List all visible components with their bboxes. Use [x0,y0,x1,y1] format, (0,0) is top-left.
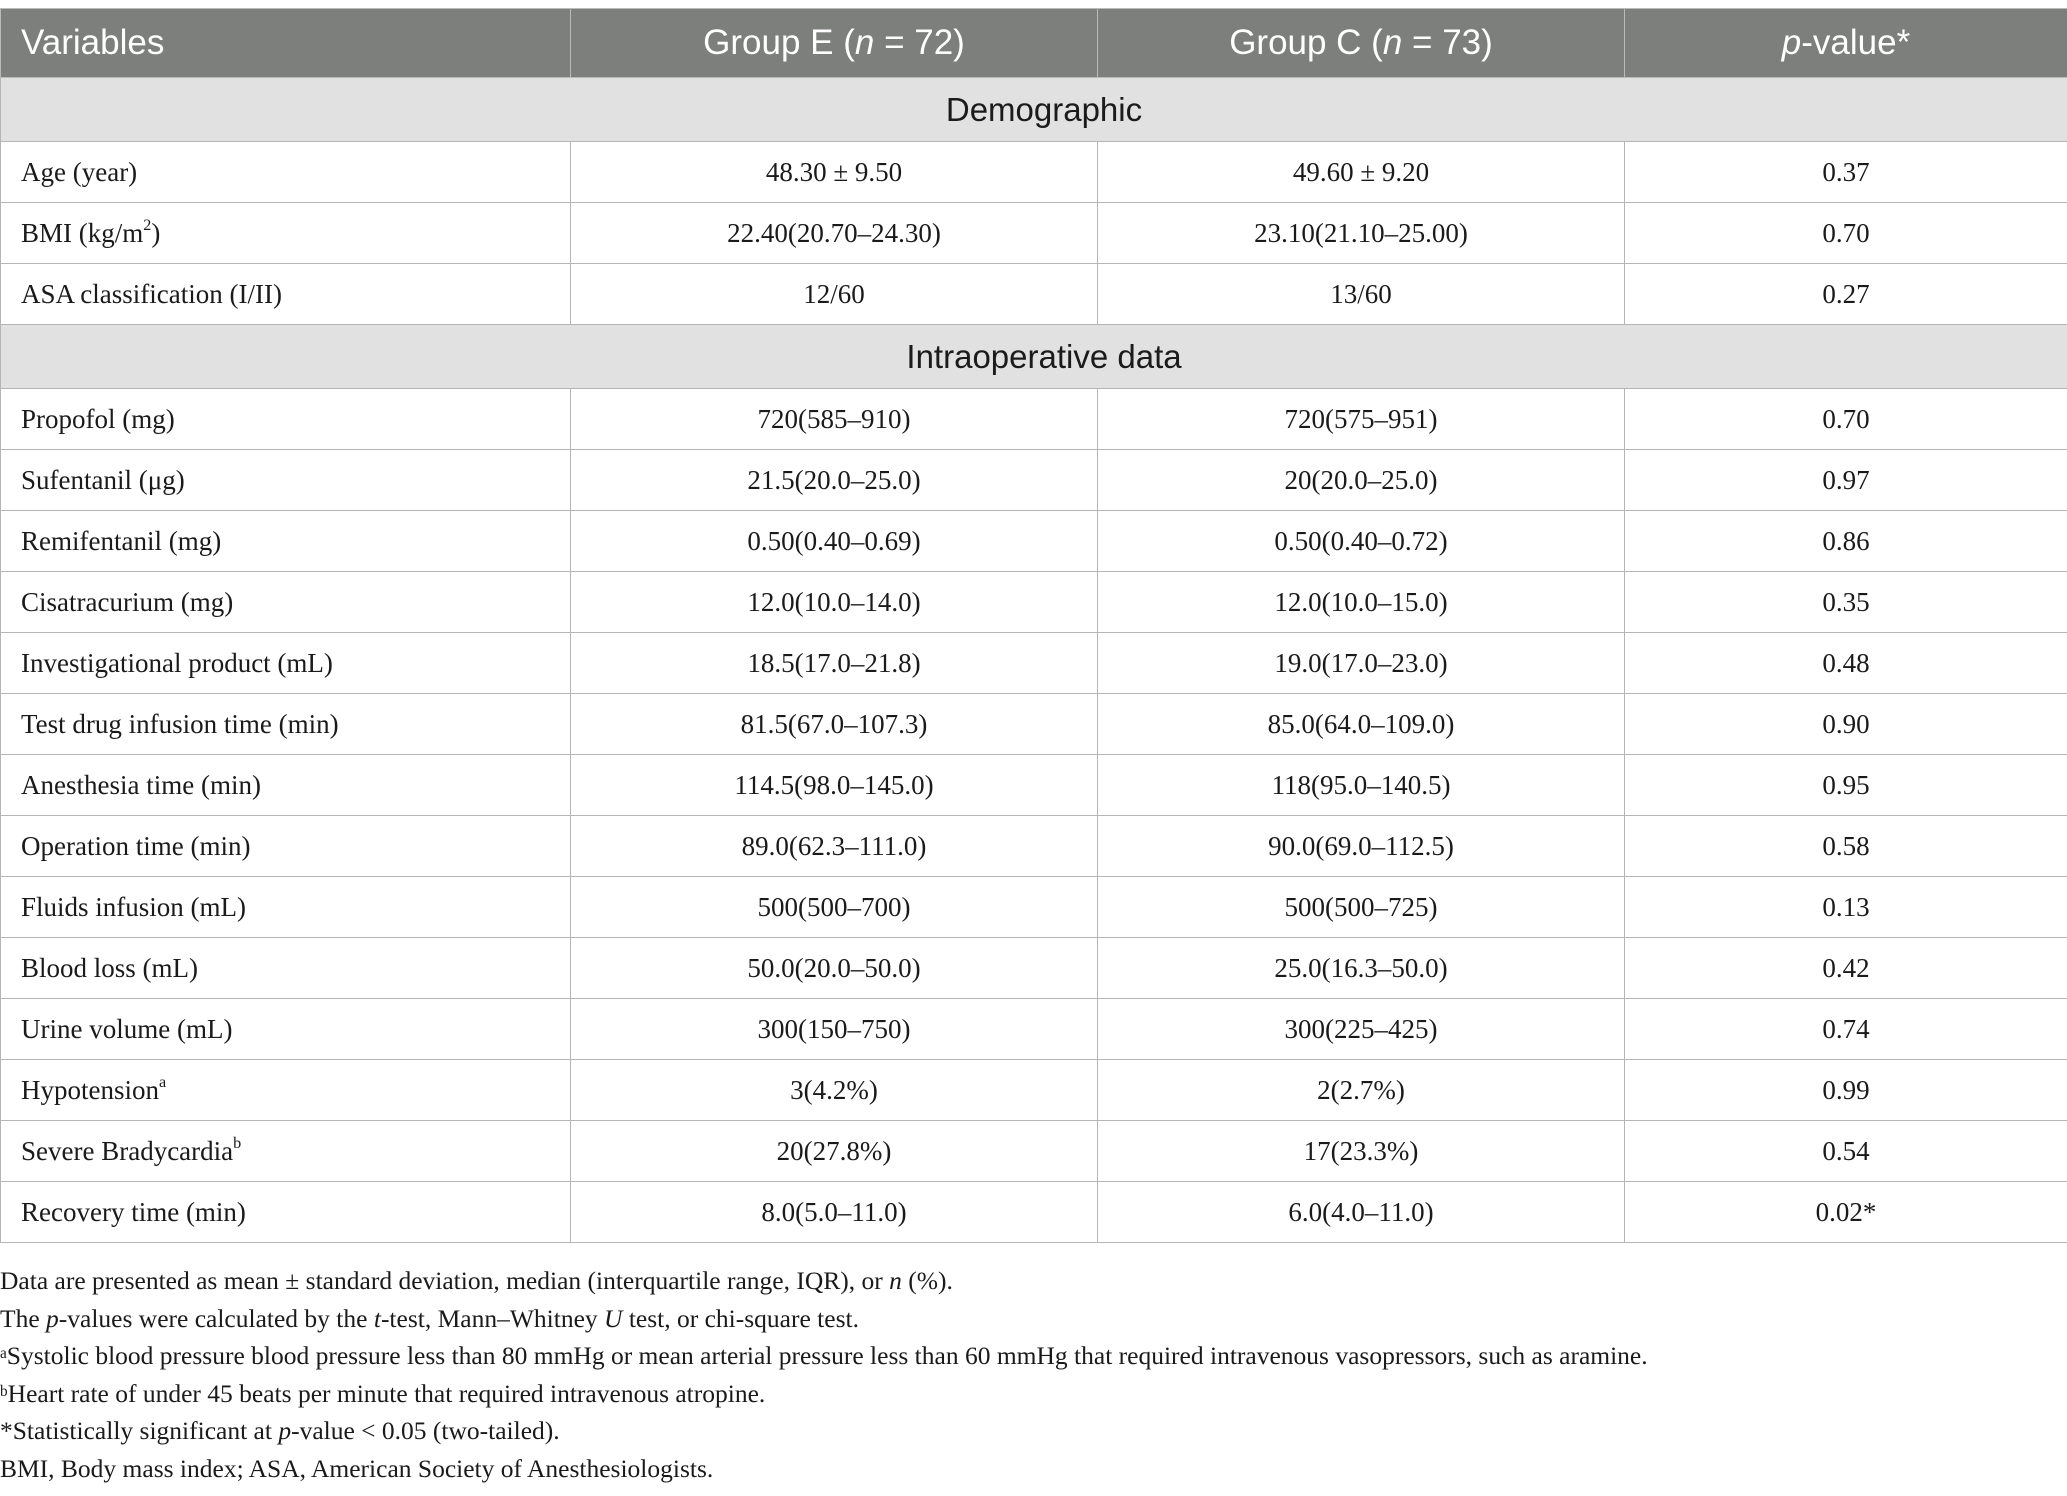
group-e-value: 22.40(20.70–24.30) [571,203,1098,264]
variable-cell [1,450,571,511]
group-c-value: 17(23.3%) [1098,1121,1625,1182]
p-value: 0.02* [1625,1182,2067,1243]
group-c-value: 49.60 ± 9.20 [1098,142,1625,203]
group-e-value: 12/60 [571,264,1098,325]
section-title: Intraoperative data [1,325,2067,389]
header-group-c: Group C (n = 73) [1098,9,1625,78]
group-c-value: 13/60 [1098,264,1625,325]
group-e-value: 89.0(62.3–111.0) [571,816,1098,877]
footnote-significance: *Statistically significant at p-value < 0.05 (two-tailed). [0,1416,560,1445]
group-c-value: 20(20.0–25.0) [1098,450,1625,511]
p-value: 0.27 [1625,264,2067,325]
variable-cell [1,1182,571,1243]
variable-label: Remifentanil (mg) [21,525,222,556]
table-row [1,633,2067,694]
p-value: 0.13 [1625,877,2067,938]
results-table [0,8,2067,1243]
variable-label-suffix: ) [151,217,161,248]
table-row [1,1121,2067,1182]
group-e-value: 21.5(20.0–25.0) [571,450,1098,511]
variable-superscript: a [159,1072,167,1091]
variable-cell [1,389,571,450]
variable-cell [1,877,571,938]
section-row-intraoperative [1,325,2067,389]
header-p-value: p-value* [1625,9,2067,78]
variable-superscript: 2 [143,215,152,234]
group-e-value: 48.30 ± 9.50 [571,142,1098,203]
group-e-value: 114.5(98.0–145.0) [571,755,1098,816]
variable-cell [1,1121,571,1182]
table-row [1,389,2067,450]
variable-cell [1,633,571,694]
variable-label: Severe Bradycardia [21,1135,234,1166]
table-row [1,511,2067,572]
variable-cell [1,694,571,755]
p-value: 0.99 [1625,1060,2067,1121]
header-variables: Variables [1,9,571,78]
group-c-value: 25.0(16.3–50.0) [1098,938,1625,999]
variable-cell [1,938,571,999]
p-value: 0.95 [1625,755,2067,816]
p-value: 0.86 [1625,511,2067,572]
group-c-value: 118(95.0–140.5) [1098,755,1625,816]
p-value: 0.35 [1625,572,2067,633]
group-c-value: 85.0(64.0–109.0) [1098,694,1625,755]
variable-label: Propofol (mg) [21,403,175,434]
group-e-value: 500(500–700) [571,877,1098,938]
table-row [1,694,2067,755]
table-row [1,755,2067,816]
variable-label: Urine volume (mL) [21,1013,233,1044]
section-title: Demographic [1,78,2067,142]
group-c-value: 90.0(69.0–112.5) [1098,816,1625,877]
group-c-value: 6.0(4.0–11.0) [1098,1182,1625,1243]
group-e-value: 18.5(17.0–21.8) [571,633,1098,694]
group-c-value: 12.0(10.0–15.0) [1098,572,1625,633]
table-row [1,142,2067,203]
footnote-a: $^a$Systolic blood pressure blood pressure less than 80 mmHg or mean arterial pressure less than 60 mmHg that required intravenous vasopressors, such as aramine. [0,1341,1648,1370]
variable-cell [1,1060,571,1121]
variable-cell [1,142,571,203]
p-value: 0.90 [1625,694,2067,755]
table-row [1,938,2067,999]
variable-label: Blood loss (mL) [21,952,199,983]
p-value: 0.37 [1625,142,2067,203]
footnote-abbreviations: BMI, Body mass index; ASA, American Society of Anesthesiologists. [0,1453,714,1483]
table-row [1,264,2067,325]
table-row [1,999,2067,1060]
p-value: 0.97 [1625,450,2067,511]
group-e-value: 50.0(20.0–50.0) [571,938,1098,999]
variable-cell [1,511,571,572]
variable-label: BMI (kg/m [21,217,144,248]
variable-cell [1,816,571,877]
table-row [1,1060,2067,1121]
table-footnotes [0,1262,2060,1487]
header-group-e: Group E (n = 72) [571,9,1098,78]
footnote-tests: The p-values were calculated by the t-test, Mann–Whitney U test, or chi-square test. [0,1303,859,1333]
p-value: 0.42 [1625,938,2067,999]
variable-label: Age (year) [21,156,138,187]
group-e-value: 12.0(10.0–14.0) [571,572,1098,633]
variable-label: Investigational product (mL) [21,647,333,678]
variable-cell [1,203,571,264]
group-c-value: 300(225–425) [1098,999,1625,1060]
p-value: 0.54 [1625,1121,2067,1182]
p-value: 0.74 [1625,999,2067,1060]
variable-label: ASA classification (I/II) [21,278,282,309]
group-c-value: 23.10(21.10–25.00) [1098,203,1625,264]
group-c-value: 720(575–951) [1098,389,1625,450]
footnote-data-presentation: Data are presented as mean ± standard deviation, median (interquartile range, IQR), or n (%). [0,1266,953,1295]
variable-label: Cisatracurium (mg) [21,586,234,617]
group-e-value: 8.0(5.0–11.0) [571,1182,1098,1243]
table-row [1,1182,2067,1243]
table-row [1,203,2067,264]
table-row [1,572,2067,633]
p-value: 0.58 [1625,816,2067,877]
p-value: 0.70 [1625,203,2067,264]
group-e-value: 81.5(67.0–107.3) [571,694,1098,755]
variable-cell [1,999,571,1060]
group-c-value: 0.50(0.40–0.72) [1098,511,1625,572]
group-e-value: 0.50(0.40–0.69) [571,511,1098,572]
variable-cell [1,755,571,816]
table-row [1,816,2067,877]
section-row-demographic [1,78,2067,142]
variable-cell [1,264,571,325]
p-value: 0.70 [1625,389,2067,450]
group-e-value: 3(4.2%) [571,1060,1098,1121]
footnote-b: $^b$Heart rate of under 45 beats per minute that required intravenous atropine. [0,1378,766,1408]
variable-label: Recovery time (min) [21,1196,246,1227]
p-value: 0.48 [1625,633,2067,694]
variable-label: Test drug infusion time (min) [21,708,339,739]
group-c-value: 19.0(17.0–23.0) [1098,633,1625,694]
group-c-value: 500(500–725) [1098,877,1625,938]
group-e-value: 20(27.8%) [571,1121,1098,1182]
variable-label: Fluids infusion (mL) [21,891,247,922]
variable-label: Hypotension [21,1074,159,1105]
variable-label: Operation time (min) [21,830,251,861]
group-e-value: 720(585–910) [571,389,1098,450]
table-row [1,877,2067,938]
header-row [1,9,2067,78]
table-container [0,8,2067,1243]
variable-superscript: b [233,1133,242,1152]
table-row [1,450,2067,511]
group-c-value: 2(2.7%) [1098,1060,1625,1121]
variable-label: Anesthesia time (min) [21,769,261,800]
group-e-value: 300(150–750) [571,999,1098,1060]
variable-cell [1,572,571,633]
variable-label: Sufentanil (μg) [21,464,185,495]
